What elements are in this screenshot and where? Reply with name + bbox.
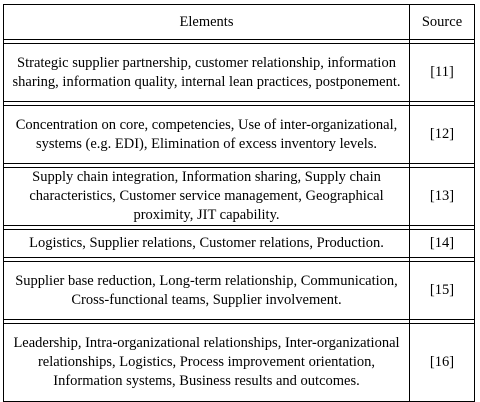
header-elements: Elements [4,5,410,40]
table-row [4,262,475,320]
table-header-row [4,5,475,40]
elements-source-table [3,4,475,402]
elements-cell: Leadership, Intra-organizational relationships, Inter-organizational relationships, Logistics, Process improvement orientation, Information systems, Business results and outcomes. [4,324,410,402]
source-cell: [16] [410,324,475,402]
table-row [4,168,475,226]
source-cell: [12] [410,106,475,164]
elements-cell: Supplier base reduction, Long-term relationship, Communication, Cross-functional teams, Supplier involvement. [4,262,410,320]
elements-cell: Supply chain integration, Information sharing, Supply chain characteristics, Customer service management, Geographical proximity, JIT capability. [4,168,410,226]
table-row [4,106,475,164]
source-cell: [14] [410,230,475,258]
elements-cell: Logistics, Supplier relations, Customer relations, Production. [4,230,410,258]
source-cell: [13] [410,168,475,226]
source-cell: [15] [410,262,475,320]
table-row [4,44,475,102]
header-source: Source [410,5,475,40]
source-cell: [11] [410,44,475,102]
elements-cell: Strategic supplier partnership, customer relationship, information sharing, information quality, internal lean practices, postponement. [4,44,410,102]
table-row [4,230,475,258]
elements-cell: Concentration on core, competencies, Use of inter-organizational, systems (e.g. EDI), Elimination of excess inventory levels. [4,106,410,164]
table-row [4,324,475,402]
